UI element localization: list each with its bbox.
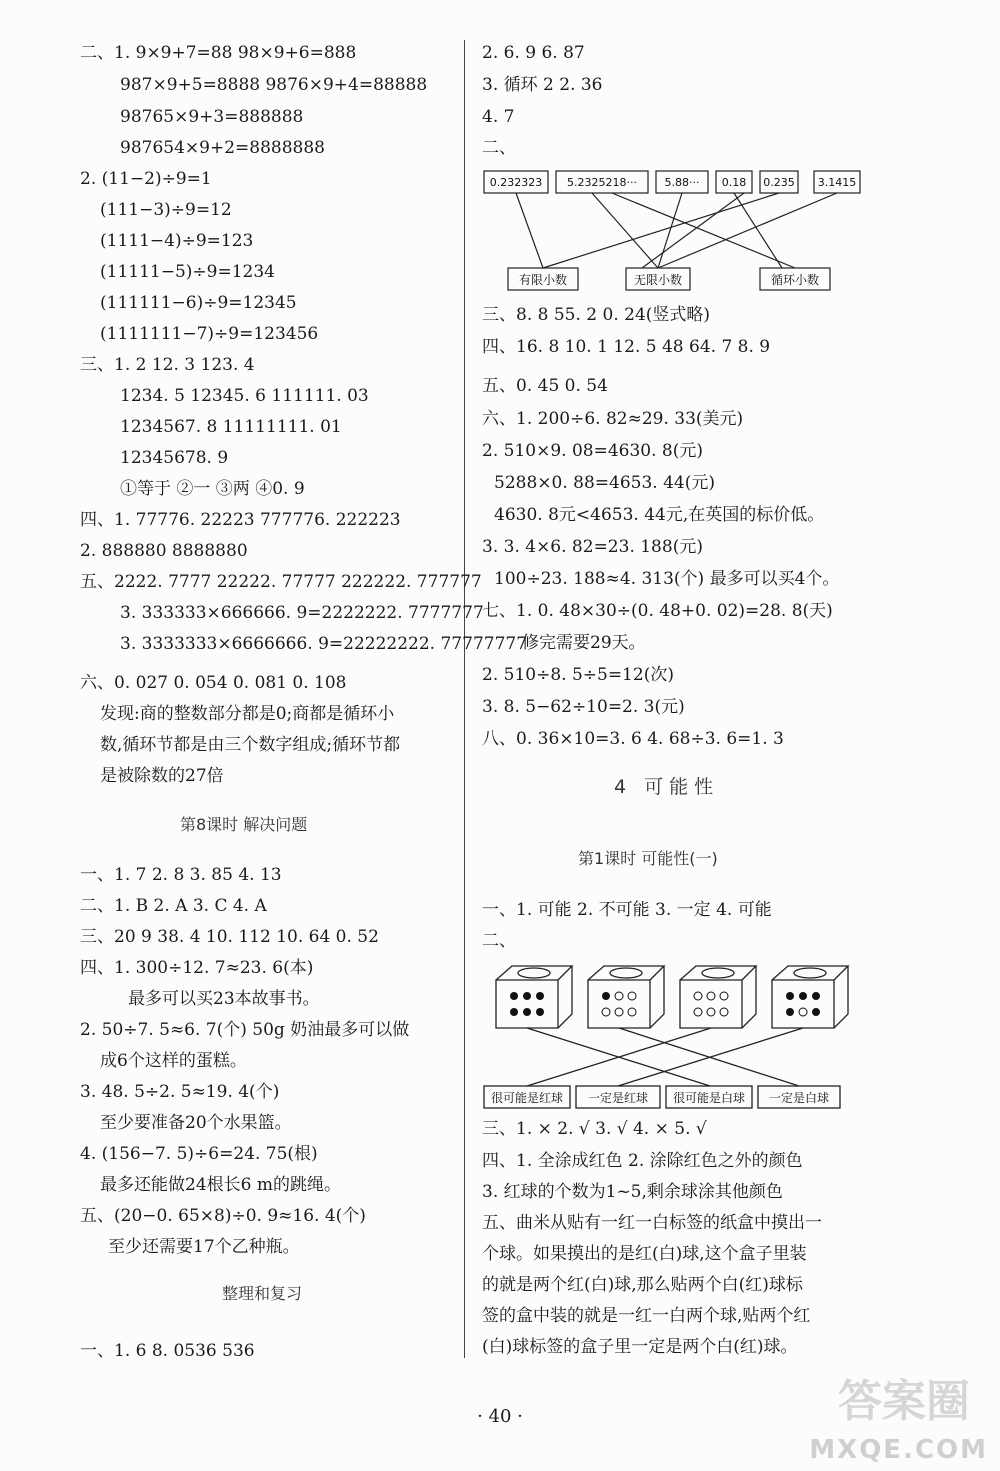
answer-line: 个球。如果摸出的是红(白)球,这个盒子里装 [482,1244,807,1264]
probability-label: 很可能是白球 [672,1091,746,1105]
answer-line: 一、1. 6 8. 0536 536 [80,1341,255,1361]
answer-line: 四、16. 8 10. 1 12. 5 48 64. 7 8. 9 [482,337,771,357]
answer-line: 3. 333333×666666. 9=2222222. 7777777 [120,603,484,623]
answer-line: (11111−5)÷9=1234 [100,262,275,282]
answer-line: 的就是两个红(白)球,那么贴两个白(红)球标 [482,1275,803,1295]
answer-line: 二、1. B 2. A 3. C 4. A [80,896,267,916]
answer-line: 最多还能做24根长6 m的跳绳。 [100,1175,341,1195]
answer-line: 七、1. 0. 48×30÷(0. 48+0. 02)=28. 8(天) [482,601,833,621]
answer-line: 98765×9+3=888888 [120,107,304,127]
answer-line: 至少还需要17个乙种瓶。 [108,1237,300,1257]
answer-line: 成6个这样的蛋糕。 [100,1051,247,1071]
probability-label: 一定是红球 [587,1091,649,1105]
answer-line: 二、 [482,138,516,158]
answer-line: 3. 8. 5−62÷10=2. 3(元) [482,697,685,717]
answer-line: 二、1. 9×9+7=88 98×9+6=888 [80,43,357,63]
ball-box [772,980,834,1028]
answer-line: 五、(20−0. 65×8)÷0. 9≈16. 4(个) [80,1206,366,1226]
box-bottom-label: 循环小数 [770,273,820,287]
answer-line: 五、曲米从贴有一红一白标签的纸盒中摸出一 [482,1213,822,1233]
box-top-label: 0.232323 [489,176,543,189]
answer-line: 3. 48. 5÷2. 5≈19. 4(个) [80,1082,280,1102]
answer-line: 修完需要29天。 [522,633,646,653]
answer-line: (1111−4)÷9=123 [100,231,254,251]
answer-line: 是被除数的27倍 [100,766,224,786]
box-bottom-label: 有限小数 [518,273,568,287]
answer-line: 1234567. 8 11111111. 01 [120,417,342,437]
answer-line: 987×9+5=8888 9876×9+4=88888 [120,75,428,95]
answer-line: 二、 [482,931,516,951]
box-bottom-label: 无限小数 [633,273,683,287]
answer-line: (111111−6)÷9=12345 [100,293,297,313]
answer-line: 3. 3. 4×6. 82=23. 188(元) [482,537,703,557]
box-top-label: 3.1415 [817,176,857,189]
answer-line: 3. 红球的个数为1~5,剩余球涂其他颜色 [482,1182,783,1202]
answer-line: 签的盒中装的就是一红一白两个球,贴两个红 [482,1306,811,1326]
box-top-label: 5.2325218··· [567,176,637,189]
answer-line: (1111111−7)÷9=123456 [100,324,319,344]
ball-box [680,980,742,1028]
answer-line: 一、1. 可能 2. 不可能 3. 一定 4. 可能 [482,900,772,920]
section-heading: 第1课时 可能性(一) [578,849,718,868]
answer-line: 987654×9+2=8888888 [120,138,325,158]
answer-line: 2. 510÷8. 5÷5=12(次) [482,665,674,685]
box-top-label: 0.235 [763,176,795,189]
section-heading: 第8课时 解决问题 [180,815,308,834]
answer-line: 四、1. 77776. 22223 777776. 222223 [80,510,401,530]
answer-line: 一、1. 7 2. 8 3. 85 4. 13 [80,865,282,885]
answer-line: 六、0. 027 0. 054 0. 081 0. 108 [80,673,347,693]
answer-line: (白)球标签的盒子里一定是两个白(红)球。 [482,1337,798,1357]
answer-line: 2. 50÷7. 5≈6. 7(个) 50g 奶油最多可以做 [80,1020,410,1040]
answer-line: 100÷23. 188≈4. 313(个) 最多可以买4个。 [494,569,840,589]
answer-line: ①等于 ②一 ③两 ④0. 9 [120,479,305,499]
answer-line: 2. (11−2)÷9=1 [80,169,212,189]
answer-line: 至少要准备20个水果篮。 [100,1113,292,1133]
probability-label: 一定是白球 [768,1091,830,1105]
watermark: MXQE.COM [809,1435,988,1465]
answer-line: (111−3)÷9=12 [100,200,232,220]
answer-line: 八、0. 36×10=3. 6 4. 68÷3. 6=1. 3 [482,729,784,749]
answer-line: 2. 888880 8888880 [80,541,248,561]
answer-line: 四、1. 300÷12. 7≈23. 6(本) [80,958,314,978]
answer-line: 12345678. 9 [120,448,229,468]
answer-line: 四、1. 全涂成红色 2. 涂除红色之外的颜色 [482,1151,803,1171]
answer-line: 最多可以买23本故事书。 [128,989,320,1009]
answer-line: 5288×0. 88=4653. 44(元) [494,473,715,493]
answer-line: 三、8. 8 55. 2 0. 24(竖式略) [482,305,711,325]
box-top-label: 0.18 [721,176,747,189]
decimal-matching-diagram [482,168,872,298]
ball-box [496,980,558,1028]
answer-line: 3. 3333333×6666666. 9=22222222. 77777777 [120,634,528,654]
answer-line: 4630. 8元<4653. 44元,在英国的标价低。 [494,505,825,525]
chapter-heading: 4 可能性 [614,776,720,798]
answer-line: 2. 6. 9 6. 87 [482,43,585,63]
answer-line: 4. 7 [482,107,515,127]
section-heading: 整理和复习 [222,1284,303,1303]
answer-line: 2. 510×9. 08=4630. 8(元) [482,441,703,461]
answer-line: 三、1. 2 12. 3 123. 4 [80,355,255,375]
answer-line: 五、2222. 7777 22222. 77777 222222. 777777 [80,572,482,592]
answer-line: 五、0. 45 0. 54 [482,376,608,396]
answer-line: 三、20 9 38. 4 10. 112 10. 64 0. 52 [80,927,379,947]
column-divider [464,40,465,1358]
answer-line: 4. (156−7. 5)÷6=24. 75(根) [80,1144,318,1164]
answer-line: 数,循环节都是由三个数字组成;循环节都 [100,735,401,755]
answer-line: 三、1. × 2. √ 3. √ 4. × 5. √ [482,1119,707,1139]
answer-line: 3. 循环 2 2. 36 [482,75,603,95]
page-number: · 40 · [477,1406,523,1427]
box-top-label: 5.88··· [664,176,700,189]
watermark-logo: 答案圈 [838,1376,970,1427]
answer-line: 1234. 5 12345. 6 111111. 03 [120,386,369,406]
probability-boxes-diagram [482,958,862,1113]
probability-label: 很可能是红球 [490,1091,564,1105]
ball-box [588,980,650,1028]
answer-line: 发现:商的整数部分都是0;商都是循环小 [100,704,395,724]
answer-line: 六、1. 200÷6. 82≈29. 33(美元) [482,409,744,429]
